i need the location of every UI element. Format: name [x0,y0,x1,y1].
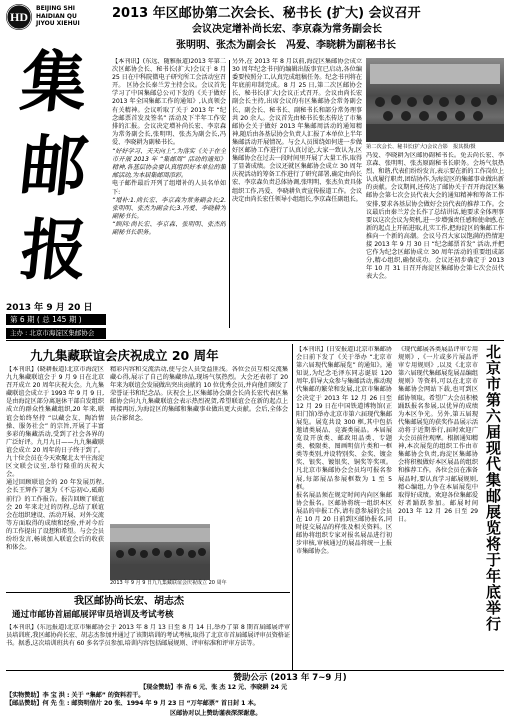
association-photo [110,524,210,580]
logo-text: HD [10,10,28,24]
news-body: 【本刊讯】(东远报道)北京市集邮协会于 2013 年 8 月 13 日至 8 月 14 日,举办了第 8 期首届邮展评审员培训班,我区邮协尚长宏、胡志杰参加并通过了该期培训的考试考核,取得了北京市首届邮展评审员资格证书。据悉,这次培训班共有 60 多名学员参加,培训内容包括邮展规则、评审标准和评审方法等。 [6,624,290,648]
association-photo-image [110,524,210,580]
headline-1-subtitle: 会议决定增补尚长宏、李京森为常务副会长 [192,24,382,35]
news-title: 我区邮协尚长宏、胡志杰 [74,596,184,607]
article-3-col-2: 《现代邮展各类展品评审专用规则》,《一片或多片展品评审专用规则》,以及《北京市第六届现代集邮展览展品编组规则》等资料,可以在北京市集邮协会网站下载,也可到区邮协领取。希望广大会员积极踊跃报名参展,以优异的成绩为本区争光。另外,第五届现代集邮展览的获奖作品展示活动将于近期举行,届时欢迎广大会员前往观摩。根据通知精神,本次展览的组织工作由市集邮协会负责,海淀区集邮协会将积极做好本区展品的组织和推荐工作。各位会员在准备展品时,要认真学习邮展规则,精心编组,力争在本届展览中取得好成绩。欢迎各位集邮爱好者踊跃参加。邮展时间 2013 年 12 月 26 日至 29 日。 [398,346,478,523]
article-2-col-1: 【本刊讯】(晓耕报道)北京市海淀区九九集藏联谊会于 9 月 9 日在北京召开成立 20 周年庆祝大会。九九集藏联谊会成立于 1993 年 9 月 9 日,是由海淀区部分离退休干部自发组织成立的群众性集藏组织,20 年来,联谊会始终坚持 “以藏会友、陶冶情操、服务社会” 的宗旨,开展了丰富多彩的集藏活动,受到了社会各界的广泛好评。九月九日——九九集藏联谊会成立 20 周年的日子终于到了。九十位会员在今天欢聚北太平庄海淀区文联会议室,举行隆重的庆祝大会。 通过回顾联谊会的 20 年发展历程,会长王辉作了题为《不忘初心,砥砺前行》的工作报告。报告回顾了联谊会 20 年来走过的历程,总结了联谊会在组织建设、活动开展、对外交流等方面取得的成绩和经验,并对今后的工作提出了设想和希望。与会会员纷纷发言,畅谈加入联谊会后的收获和体会。 [6,366,104,552]
sponsor-line-2: 【实物赞助】李 宝 洪 : 关于 “集邮” 的资料若干。 [6,692,145,699]
association-photo-caption: 2013 年 9 月 9 日九九集藏联谊会庆祝成立 20 周年 [110,580,227,586]
masthead-date: 2013 年 9 月 20 日 [6,303,93,313]
masthead-host: 主办 : 北京市海淀区集邮协会 [6,328,106,339]
meeting-photo [366,58,504,142]
headline-1-title: 2013 年区邮协第二次会长、秘书长 (扩大) 会议召开 [112,6,421,21]
sponsor-line-1: 【现金赞助】李 浩 6 元、张 杰 12 元、李晓耕 24 元 [140,684,288,691]
news-subtitle: 通过市邮协首届邮展评审员培训及考试考核 [12,610,174,620]
masthead-pinyin: BEIJING SHI HAIDIAN QU JIYOU XIEHUI [36,5,80,27]
masthead-title-char-3: 报 [16,211,92,289]
headline-1-col-2: 另外,在 2013 年 8 月以前,海淀区集邮协会成立 30 周年纪念书刊的编辑出版事宜已启动,各位编委要按照分工,认真完成组稿任务。纪念书刊将在年底前印制完成。8 月 25 日,第二次区邮协会长、秘书长(扩大)会议正式召开。会议由尚长宏副会长主持,出席会议的有区集邮协会常务副会长、副会长、秘书长、副秘书长和部分常务理事共 20 余人。会议首先由秘书长张杰传达了市集邮协会关于做好 2013 年集邮周活动的通知精神,随后由各基层协会负责人汇报了本单位上半年集邮活动开展情况。与会人员围绕如何进一步做好区邮协工作进行了认真讨论,大家一致认为,区集邮协会在过去一段时间里开展了大量工作,取得了显著成绩。会议还就区集邮协会成立 30 周年庆祝活动的筹备工作进行了研究部署,确定由尚长宏、李京森负责总体协调,张明明、张杰负责具体组织工作,冯爱、李晓耕负责宣传报道工作。会议决定由尚长宏任领导小组组长,李京森任副组长。 [232,58,362,203]
masthead-title-char-2: 邮 [16,127,92,205]
sponsor-title: 赞助公示 (2013 年 7~9 月) [233,673,347,683]
article-2-col-2: 精彩内容和交流活动,使与会人员受益匪浅。各位会员互相交流集藏心得,展示了自己的集藏珍品,现场气氛热烈。大会还表彰了 20 年来为联谊会发展做出突出贡献的 10 位优秀会员,并向他们颁发了荣誉证书和纪念品。庆祝会上,区集邮协会副会长尚长宏代表区集邮协会向九九集藏联谊会表示热烈祝贺,希望联谊会在新的起点上再接再厉,为海淀区的集邮和集藏事业做出更大贡献。会后,全体会员合影留念。 [110,366,288,422]
meeting-photo-image [366,58,504,142]
masthead [6,4,106,349]
headline-1-col-1: 【本刊讯】(东远、随雅报道)2013 年第二次区邮协会长、秘书长(扩大)会议于 8 月 25 日在中科院微电子研究所工会活动室召开。 区协会长秦兰芳主持会议。会议首先学习了中国集邮总公司下发的《关于做好 2013 年全国集邮工作的通知》,认真领会有关精神。会议听取了关于 2013 年 “纪念邮票首发及签名” 活动及下半年工作安排的汇报。会议决定增补尚长宏、李京森为常务副会长,张明明、张杰为副会长,冯爱、李晓耕为副秘书长。 “好好学习、天天向上”,为落实《关于在全市开展 2013 年 “集邮周” 活动的通知》精神,各基层协会要认真组织好本单位的集邮活动,为本届集邮周添彩。 电子邮件最后开列了组增补的人员名单如下: “增补:1.尚长宏、李京森为常务副会长;2.张明明、张杰为副会长;3.冯爱、李晓耕为副秘书长。 “顾问:尚长宏、李京森、张明明、张杰的副秘书长职务。 [112,58,226,236]
masthead-title-char-1: 集 [16,43,92,121]
sponsor-line-3: 【邮品赞助】何 先 生 : 邮资明信片 20 张、1994 年 9 月 23 日 “万年邮票” 首日封 1 本。 [6,700,260,707]
article-2-title: 九九集藏联谊会庆祝成立 20 周年 [30,348,219,363]
article-3-col-1: 【本刊讯】(日安报道)北京市集邮协会日前下发了《关于举办 “北京市第六届现代集邮展览” 的通知》。通知说,为纪念毛泽东同志诞辰 120 周年,倡导大众参与集邮活动,推动现代集邮的繁荣和发展,北京市集邮协会决定于 2013 年 12 月 26 日至 12 月 29 日在中国铁道博物馆(正阳门馆)举办北京市第六届现代集邮展览。展览共设 300 框,其中包括邀请类展品、竞赛类展品。本届展览设开放类、邮政用品类、专题类、极限类、图画明信片类和一框类等类别,并设特别奖、金奖、镀金奖、银奖、镀银奖、铜奖等奖项。凡北京市集邮协会会员均可报名参展,每部展品参展框数为 1 至 5 框。 报名展品须在规定时间内向区集邮协会报名。区邮协将统一组织本区展品的申报工作,请有意参展的会员在 10 月 20 日前到区邮协报名,同时提交展品的样张及相关资料。区邮协将组织专家对报名展品进行初步审核,审核通过的展品将统一上报市集邮协会。 [296,346,392,556]
logo-badge [6,4,32,30]
headline-1-subtitle-2: 张明明、张杰为副会长 冯爱、李晓耕为副秘书长 [176,40,396,51]
headline-1-col-3: 冯爱、李晓耕为区邮协副秘书长。免去尚长宏、李京森、张明明、张杰原副秘书长职务。会场气氛热烈、和谐,代表们纷纷发言,表示要在新的工作岗位上认真履行职责,团结协作,为海淀区的集邮事业做出新的贡献。会议期间,还传达了邮协关于召开海淀区集邮协会第七次会员代表大会的通知精神和筹备工作安排,要求各基层协会做好会员代表的推荐工作。会议最后由秦兰芳会长作了总结讲话,她要求全体理事要以这次会议为契机,进一步增强责任感和使命感,在新的起点上开拓进取,扎实工作,把海淀区的集邮工作推向一个新的高潮。会议号召大家以饱满的热情迎接 2013 年 9 月 30 日 “纪念邮票首发” 活动,并把它作为纪念区邮协成立 30 周年活动的重要组成部分,精心组织,确保成功。会议还初步确定于 2013 年 10 月 31 日召开海淀区集邮协会第七次会员代表大会。 [366,152,504,281]
masthead-title [14,40,94,292]
meeting-photo-caption: 第二次会长、秘书长(扩大)会议合影 报其摄/摄 [366,144,476,150]
article-3-vertical-title: 北京市第六届现代集邮展览将于年底举行 [484,344,502,632]
sponsor-line-4: 区邮协对以上赞助谨表深深谢意。 [170,710,262,717]
masthead-issue: 第 6 期 ( 总 145 期 ) [6,314,106,325]
